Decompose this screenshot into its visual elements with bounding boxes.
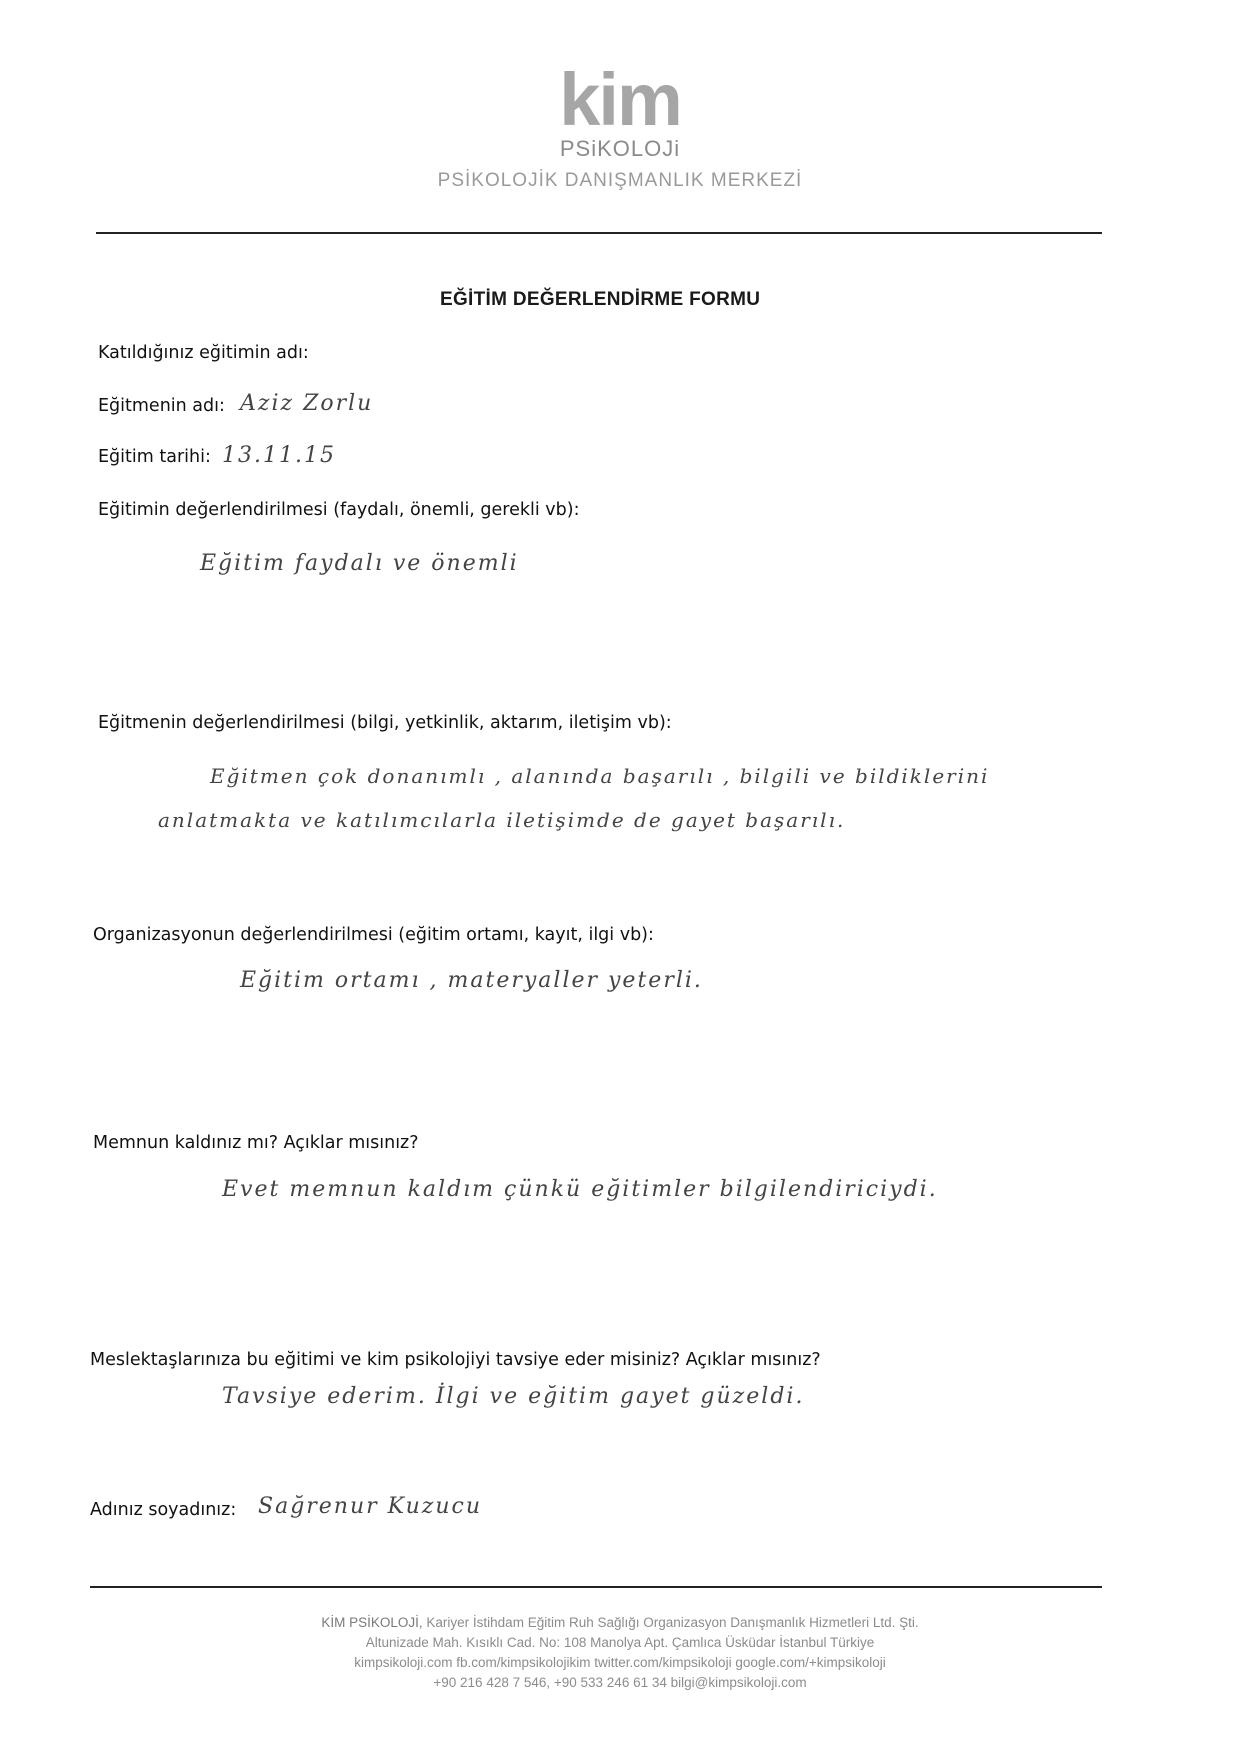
organization-eval-value: Eğitim ortamı , materyaller yeterli. [240,968,703,993]
footer-company-name: Kariyer İstihdam Eğitim Ruh Sağlığı Organizasyon Danışmanlık Hizmetleri Ltd. Şti. [422,1615,919,1630]
satisfaction-label: Memnun kaldınız mı? Açıklar mısınız? [93,1133,419,1153]
full-name-value: Sağrenur Kuzucu [258,1494,483,1519]
header-divider [96,232,1102,234]
trainer-eval-line-1: Eğitmen çok donanımlı , alanında başarılı , bilgili ve bildiklerini [210,764,990,788]
footer-company-line [0,1613,1240,1633]
trainer-eval-label: Eğitmenin değerlendirilmesi (bilgi, yetkinlik, aktarım, iletişim vb): [98,713,672,733]
logo-mark: kim [559,58,681,141]
footer-address: Altunizade Mah. Kısıklı Cad. No: 108 Manolya Apt. Çamlıca Üsküdar İstanbul Türkiye [365,1635,875,1650]
footer [0,1613,1240,1693]
logo-subtitle: PSiKOLOJi [559,136,681,161]
full-name-label: Adınız soyadınız: [90,1500,237,1520]
footer-divider [90,1586,1102,1588]
organization-eval-label: Organizasyonun değerlendirilmesi (eğitim ortamı, kayıt, ilgi vb): [93,925,654,945]
recommend-value: Tavsiye ederim. İlgi ve eğitim gayet güzeldi. [222,1384,805,1409]
recommend-label: Meslektaşlarınıza bu eğitimi ve kim psikolojiyi tavsiye eder misiniz? Açıklar mısınız? [90,1350,821,1370]
footer-brand: KİM PSİKOLOJİ, [321,1615,423,1630]
footer-contact: +90 216 428 7 546, +90 533 246 61 34 bilgi@kimpsikoloji.com [433,1675,807,1690]
satisfaction-value: Evet memnun kaldım çünkü eğitimler bilgilendiriciydi. [222,1177,938,1202]
training-date-value: 13.11.15 [222,443,336,468]
brand-logo [0,58,1240,192]
trainer-name-label: Eğitmenin adı: [98,396,225,416]
trainer-name-value: Aziz Zorlu [240,391,374,416]
trainer-eval-line-2: anlatmakta ve katılımcılarla iletişimde de gayet başarılı. [158,808,846,832]
training-eval-label: Eğitimin değerlendirilmesi (faydalı, önemli, gerekli vb): [98,500,580,520]
form-title: EĞİTİM DEĞERLENDİRME FORMU [440,289,761,310]
training-name-label: Katıldığınız eğitimin adı: [98,343,309,363]
logo-tagline: PSİKOLOJİK DANIŞMANLIK MERKEZİ [437,170,803,191]
training-eval-value: Eğitim faydalı ve önemli [200,551,519,576]
footer-links: kimpsikoloji.com fb.com/kimpsikolojikim twitter.com/kimpsikoloji google.com/+kimpsikoloji [354,1655,886,1670]
training-date-label: Eğitim tarihi: [98,447,211,467]
